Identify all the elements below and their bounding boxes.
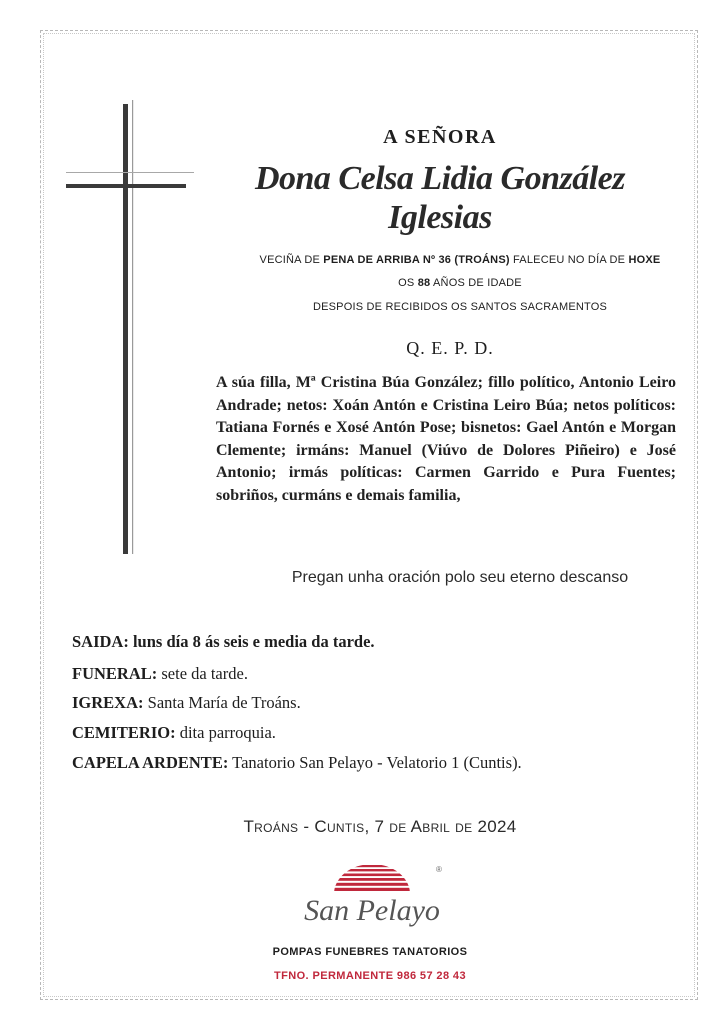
deceased-name-line1: Dona Celsa Lidia González [254, 160, 626, 197]
company-tagline: POMPAS FUNEBRES TANATORIOS [272, 946, 468, 958]
san-pelayo-logo [296, 860, 446, 936]
svg-text:San Pelayo: San Pelayo [304, 894, 440, 927]
service-cemiterio: CEMITERIO: dita parroquia. [72, 723, 276, 742]
sacraments-line: DESPOIS DE RECIBIDOS OS SANTOS SACRAMENTOS [312, 301, 608, 313]
service-funeral: FUNERAL: sete da tarde. [72, 664, 248, 683]
service-igrexa: IGREXA: Santa María de Troáns. [72, 693, 301, 712]
cross-icon [66, 100, 196, 560]
service-capela: CAPELA ARDENTE: Tanatorio San Pelayo - Velatorio 1 (Cuntis). [72, 753, 522, 772]
dateline: Troáns - Cuntis, 7 de Abril de 2024 [243, 817, 517, 836]
prayer-line: Pregan unha oración polo seu eterno descanso [291, 569, 629, 586]
salutation: A SEÑORA [383, 126, 497, 148]
age-line: OS 88 AÑOS DE IDADE [398, 277, 522, 289]
family-text: A súa filla, Mª Cristina Búa González; fillo político, Antonio Leiro Andrade; netos: Xoán Antón e Cristina Leiro Búa; netos políticos: Tatiana Fornés e Xosé Antón Pose; bisnetos: Gael Antón e Morgan Clemente; irmáns: Manuel (Viúvo de Dolores Piñeiro) e José Antonio; irmás políticas: Carmen Garrido e Pura Fuentes; sobriños, curmáns e demais familia, [216, 374, 676, 504]
residence-line: VECIÑA DE PENA DE ARRIBA Nº 36 (TROÁNS) FALECEU NO DÍA DE HOXE [259, 254, 661, 266]
service-saida: SAIDA: luns día 8 ás seis e media da tarde. [72, 632, 375, 651]
svg-text:®: ® [436, 865, 442, 874]
phone-number: TFNO. PERMANENTE 986 57 28 43 [274, 970, 466, 982]
deceased-name-line2: Iglesias [388, 199, 492, 236]
qepd: Q. E. P. D. [406, 338, 494, 358]
